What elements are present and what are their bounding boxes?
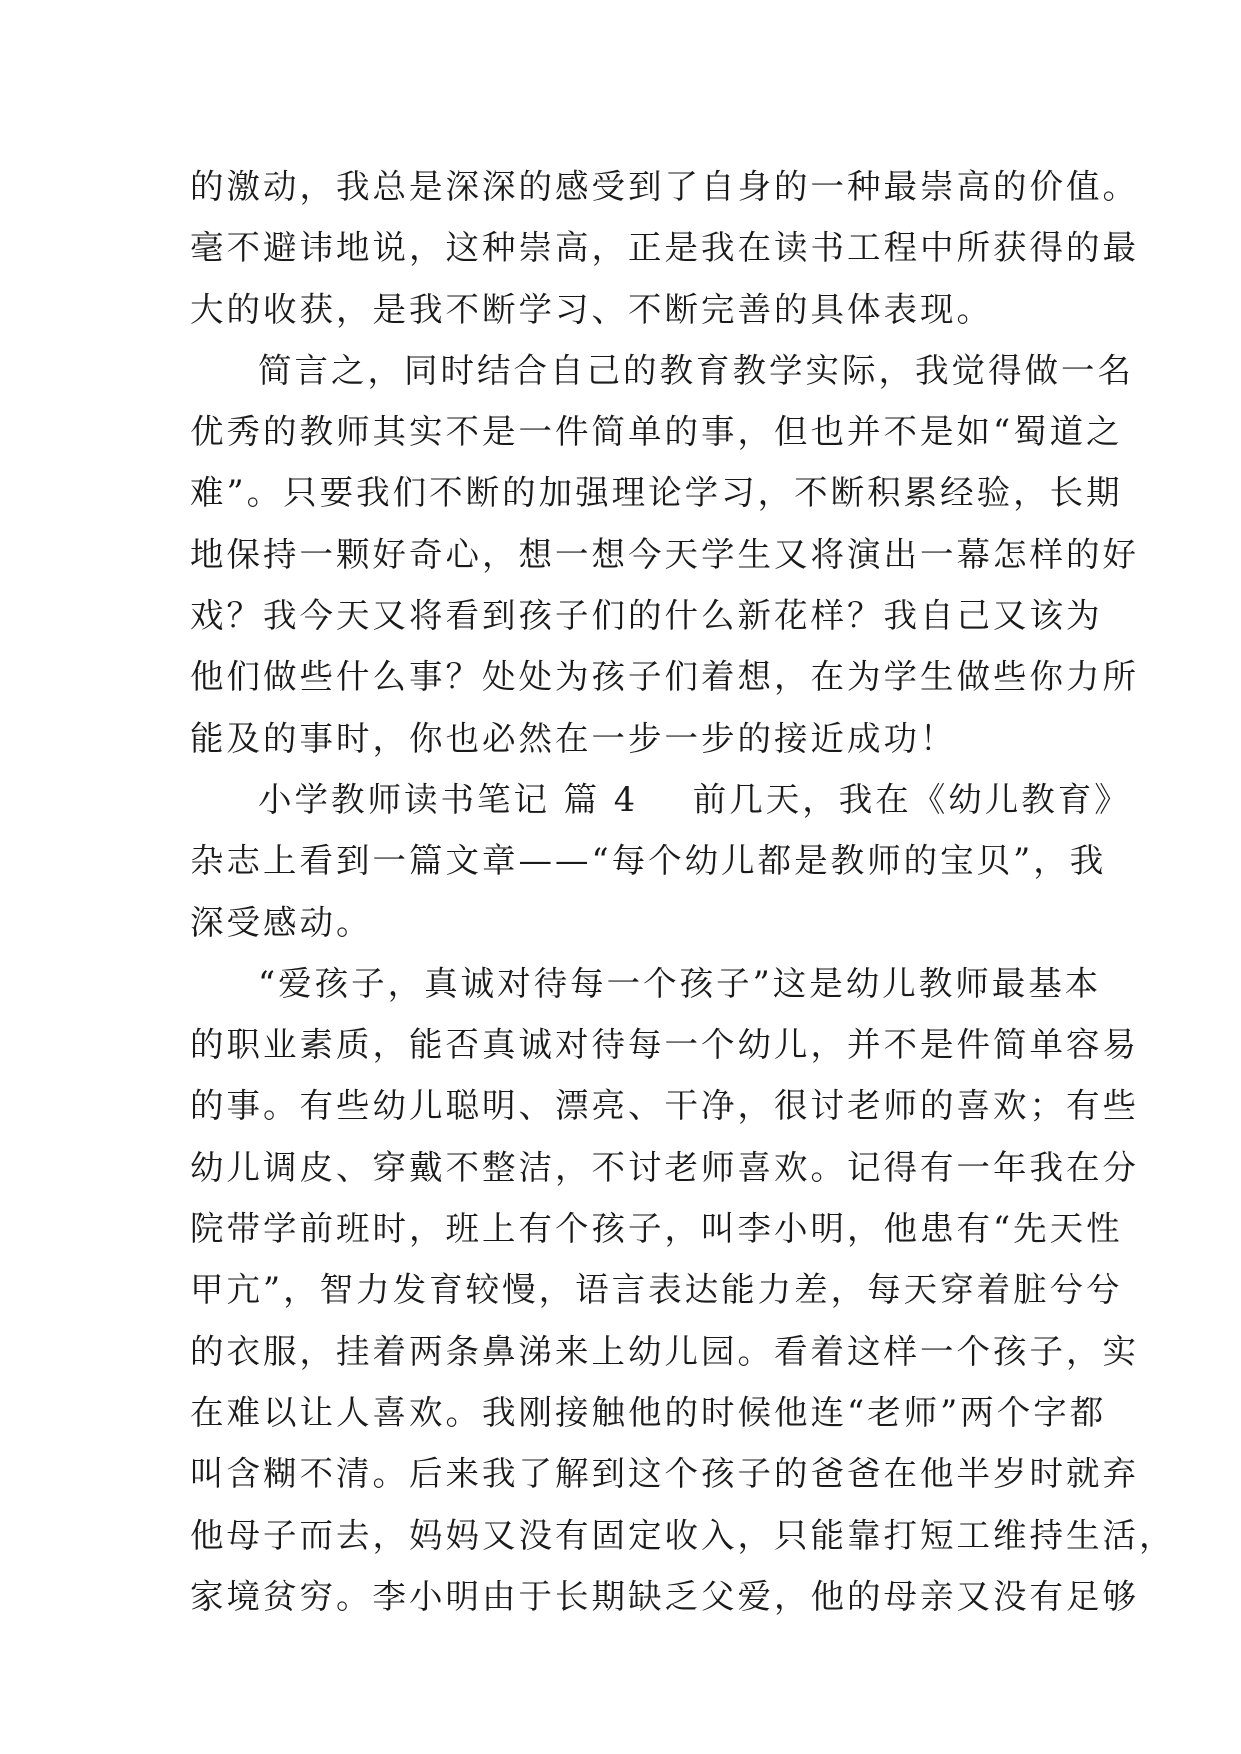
text-line: 叫含糊不清。后来我了解到这个孩子的爸爸在他半岁时就弃 bbox=[190, 1454, 1139, 1494]
text-line: 院带学前班时，班上有个孩子，叫李小明，他患有“先天性 bbox=[190, 1209, 1123, 1249]
text-line: 地保持一颗好奇心，想一想今天学生又将演出一幕怎样的好 bbox=[190, 534, 1139, 574]
section-heading-line: 小学教师读书笔记 篇 4 前几天，我在《幼儿教育》 bbox=[258, 779, 1131, 819]
text-line: 的职业素质，能否真诚对待每一个幼儿，并不是件简单容易 bbox=[190, 1025, 1139, 1065]
text-line: 能及的事时，你也必然在一步一步的接近成功！ bbox=[190, 718, 957, 758]
text-line: 大的收获，是我不断学习、不断完善的具体表现。 bbox=[190, 289, 993, 329]
text-line: 毫不避讳地说，这种崇高，正是我在读书工程中所获得的最 bbox=[190, 228, 1139, 268]
text-line: 他们做些什么事？处处为孩子们着想，在为学生做些你力所 bbox=[190, 657, 1139, 697]
text-line: 难”。只要我们不断的加强理论学习，不断积累经验，长期 bbox=[190, 473, 1123, 513]
text-line: 他母子而去，妈妈又没有固定收入，只能靠打短工维持生活， bbox=[190, 1515, 1176, 1555]
text-line: 在难以让人喜欢。我刚接触他的时候他连“老师”两个字都 bbox=[190, 1392, 1107, 1432]
text-line: 甲亢”，智力发育较慢，语言表达能力差，每天穿着脏兮兮 bbox=[190, 1270, 1123, 1310]
text-line: 的激动，我总是深深的感受到了自身的一种最崇高的价值。 bbox=[190, 167, 1139, 206]
text-line: 幼儿调皮、穿戴不整洁，不讨老师喜欢。记得有一年我在分 bbox=[190, 1147, 1139, 1187]
text-line: 的衣服，挂着两条鼻涕来上幼儿园。看着这样一个孩子，实 bbox=[190, 1331, 1139, 1371]
text-line: 的事。有些幼儿聪明、漂亮、干净，很讨老师的喜欢；有些 bbox=[190, 1086, 1139, 1126]
text-line: 杂志上看到一篇文章——“每个幼儿都是教师的宝贝”，我 bbox=[190, 841, 1107, 881]
paragraph-start-line: 简言之，同时结合自己的教育教学实际，我觉得做一名 bbox=[258, 350, 1134, 390]
paragraph-start-line: “爱孩子，真诚对待每一个孩子”这是幼儿教师最基本 bbox=[258, 963, 1102, 1003]
text-line: 戏？我今天又将看到孩子们的什么新花样？我自己又该为 bbox=[190, 596, 1103, 636]
document-body bbox=[190, 156, 1176, 1627]
text-line: 深受感动。 bbox=[190, 902, 373, 942]
text-line: 优秀的教师其实不是一件简单的事，但也并不是如“蜀道之 bbox=[190, 412, 1123, 452]
text-line: 家境贫穷。李小明由于长期缺乏父爱，他的母亲又没有足够 bbox=[190, 1576, 1139, 1616]
